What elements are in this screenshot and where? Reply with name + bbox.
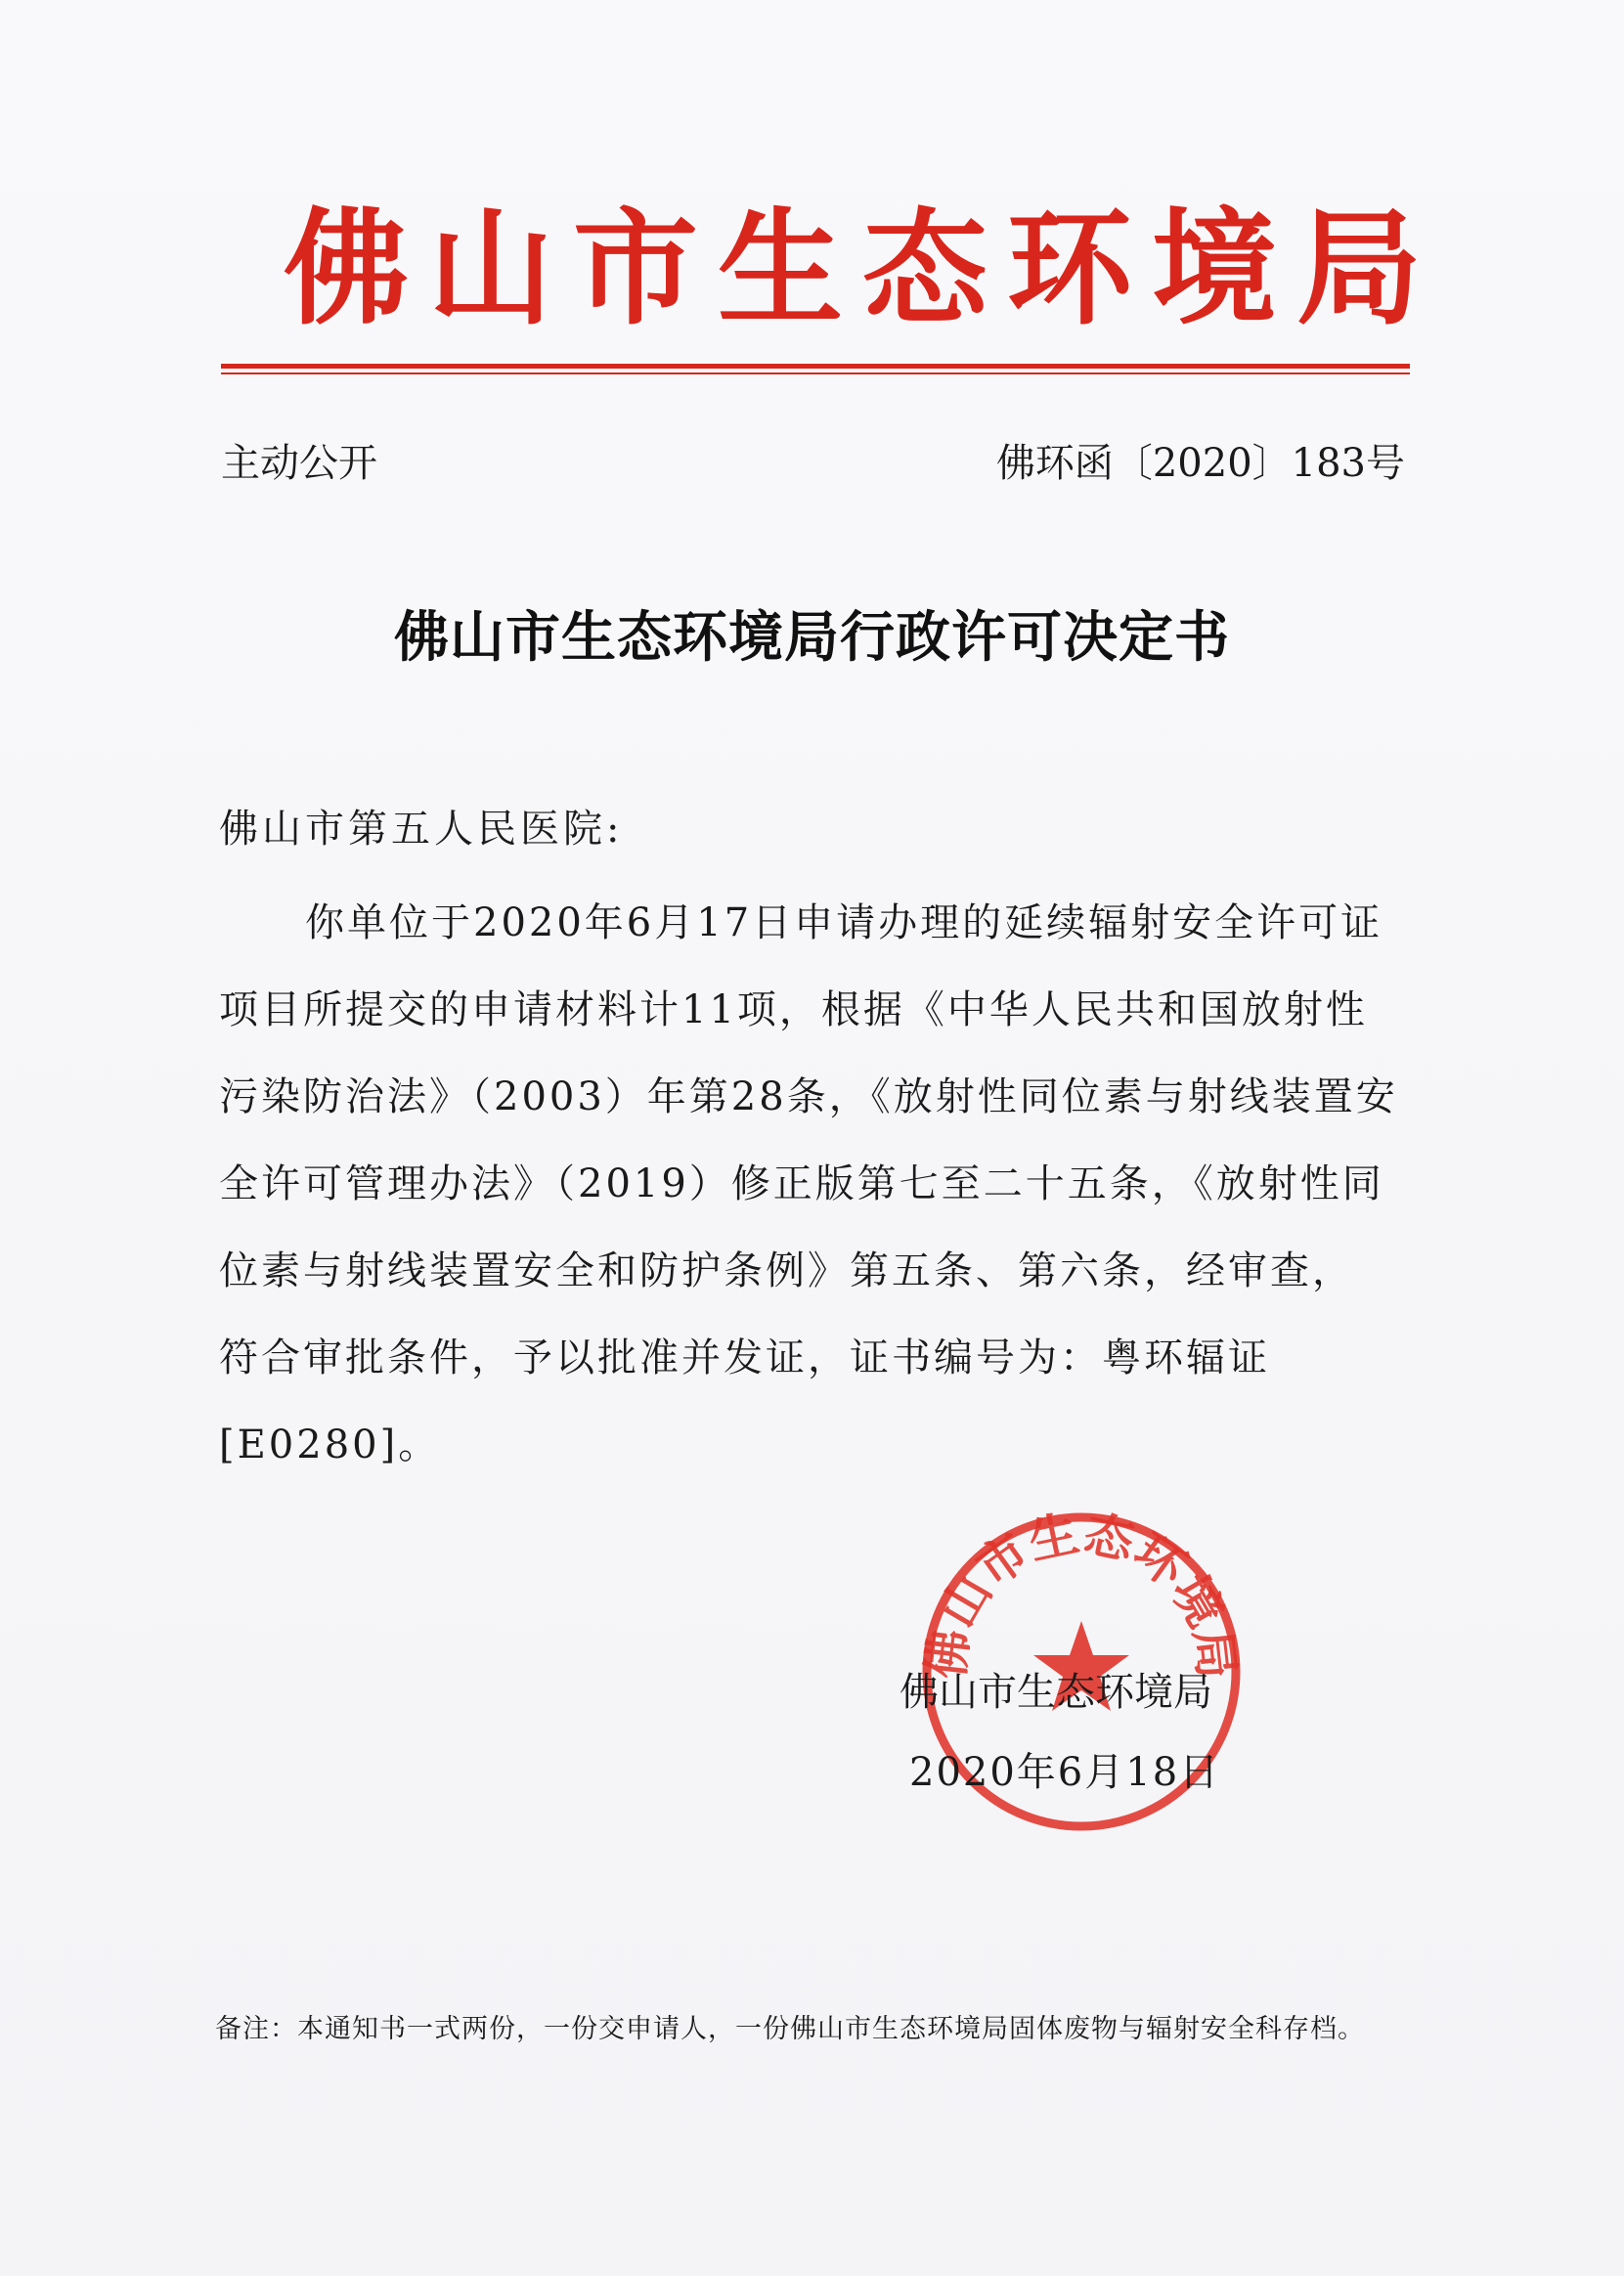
recipient: 佛山市第五人民医院:	[219, 807, 624, 852]
body-line: 你单位于2020年6月17日申请办理的延续辐射安全许可证	[305, 900, 1383, 945]
letterhead-rule-thick	[221, 364, 1410, 369]
body-line: [E0280]。	[219, 1422, 441, 1467]
body-line: 污染防治法》（2003）年第28条，《放射性同位素与射线装置安	[219, 1074, 1398, 1119]
document-number: 佛环函〔2020〕183号	[995, 441, 1405, 486]
body-line: 位素与射线装置安全和防护条例》第五条、第六条，经审查，	[219, 1248, 1354, 1293]
letterhead-title: 佛山市生态环境局	[284, 196, 1442, 342]
signature-block	[900, 1652, 1271, 1813]
footnote: 备注：本通知书一式两份，一份交申请人，一份佛山市生态环境局固体废物与辐射安全科存档。	[215, 2014, 1365, 2044]
body-line: 符合审批条件，予以批准并发证，证书编号为：粤环辐证	[219, 1335, 1270, 1380]
letterhead-rule-thin	[221, 372, 1410, 374]
disclosure-label: 主动公开	[221, 441, 377, 486]
seal-arc-text: 佛山市生态环境局	[917, 1506, 1246, 1682]
body-text	[219, 880, 1408, 1489]
signature-org: 佛山市生态环境局	[900, 1670, 1212, 1715]
body-line: 项目所提交的申请材料计11项，根据《中华人民共和国放射性	[219, 987, 1368, 1032]
body-line: 全许可管理办法》（2019）修正版第七至二十五条，《放射性同	[219, 1161, 1384, 1206]
signature-date: 2020年6月18日	[909, 1750, 1221, 1795]
document-title: 佛山市生态环境局行政许可决定书	[394, 605, 1230, 670]
